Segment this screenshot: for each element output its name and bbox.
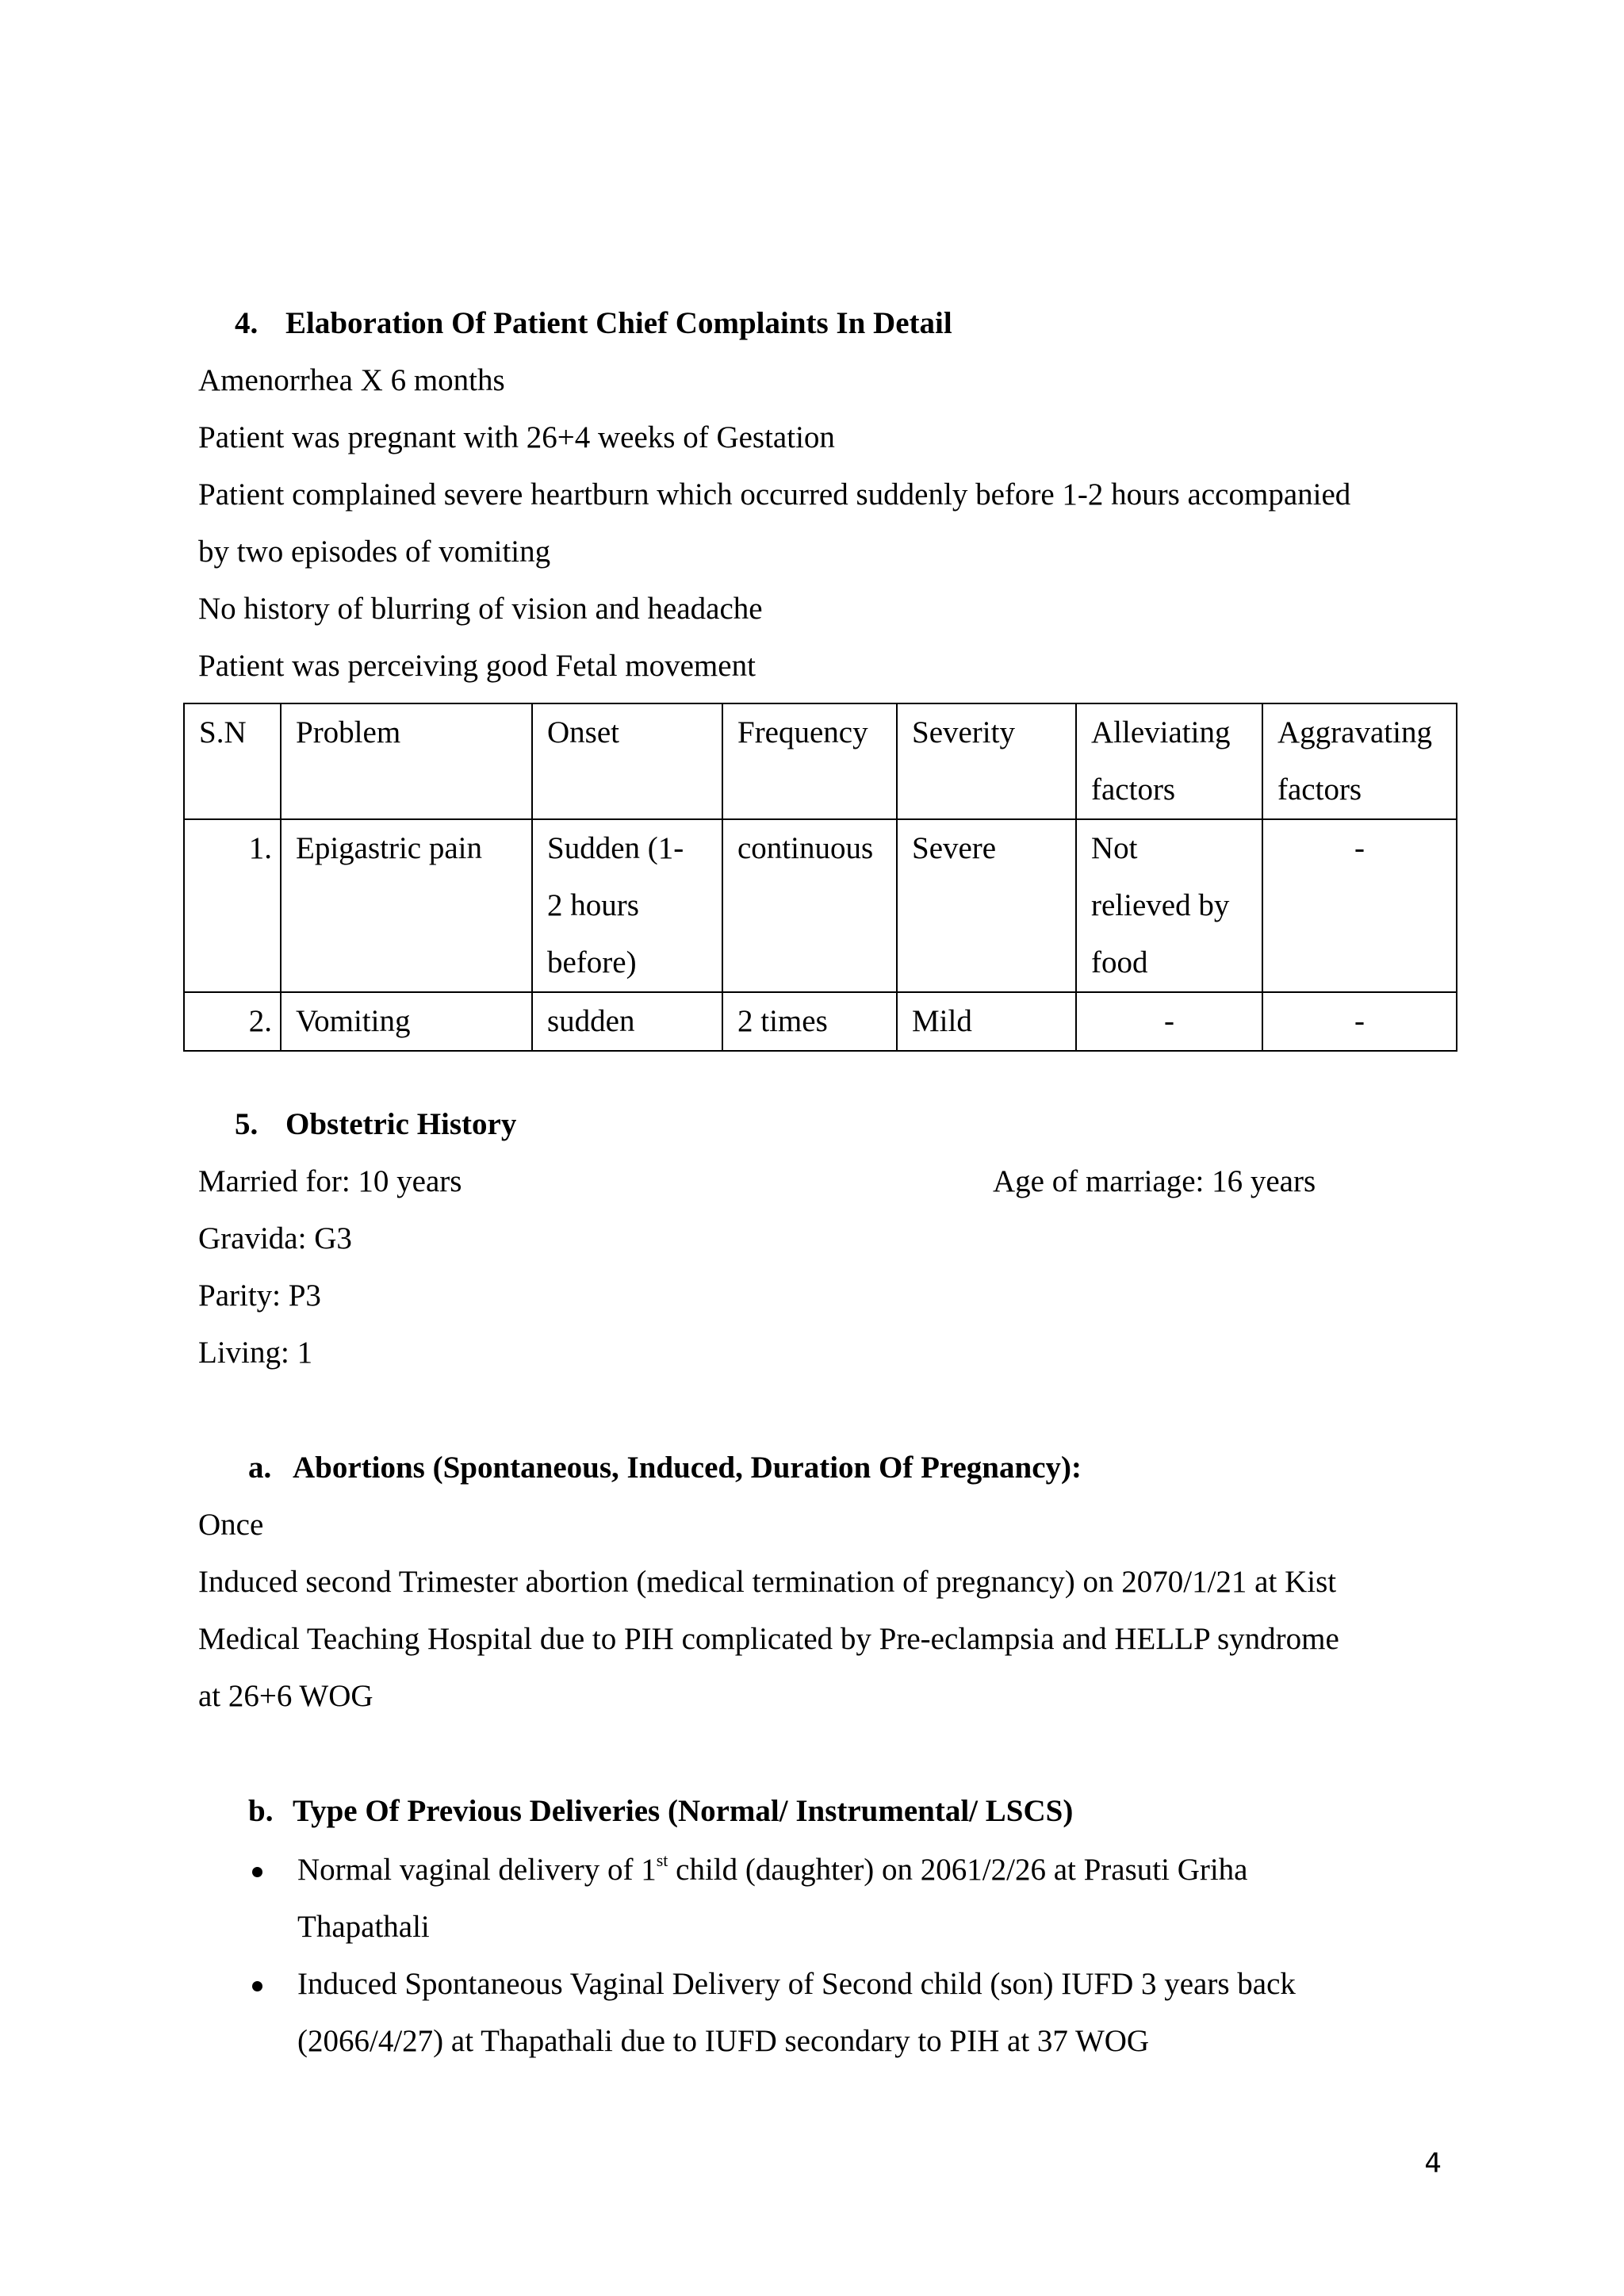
complaints-table <box>183 703 1457 1052</box>
header-severity: Severity <box>897 703 1076 819</box>
complaint-line-4: by two episodes of vomiting <box>198 535 551 569</box>
row-1-alleviating-line-3: food <box>1091 945 1148 979</box>
deliveries-letter: b. <box>248 1794 274 1828</box>
gravida: Gravida: G3 <box>198 1221 352 1255</box>
abortions-line-2: Induced second Trimester abortion (medical termination of pregnancy) on 2070/1/21 at Kist <box>198 1565 1337 1599</box>
header-alleviating <box>1076 703 1262 819</box>
bullet-icon <box>252 1981 262 1991</box>
row-1-sn: 1. <box>184 819 281 992</box>
table-row <box>184 992 1457 1051</box>
row-2-alleviating: - <box>1076 992 1262 1051</box>
complaint-line-5: No history of blurring of vision and headache <box>198 592 763 626</box>
header-aggravating-line-1: Aggravating <box>1277 715 1432 749</box>
header-problem: Problem <box>281 703 532 819</box>
row-2-problem: Vomiting <box>281 992 532 1051</box>
row-1-onset-line-2: 2 hours <box>547 888 639 922</box>
section-5-number: 5. <box>235 1107 259 1141</box>
row-2-frequency: 2 times <box>722 992 897 1051</box>
delivery-1-line-2: Thapathali <box>297 1910 430 1944</box>
row-2-sn: 2. <box>184 992 281 1051</box>
section-4-heading <box>235 305 952 343</box>
row-1-severity: Severe <box>897 819 1076 992</box>
abortions-letter: a. <box>248 1451 272 1485</box>
header-aggravating <box>1262 703 1457 819</box>
row-2-severity: Mild <box>897 992 1076 1051</box>
header-frequency: Frequency <box>722 703 897 819</box>
page-number: 4 <box>1424 2148 1442 2179</box>
header-onset: Onset <box>532 703 722 819</box>
abortions-line-4: at 26+6 WOG <box>198 1679 373 1713</box>
row-2-onset: sudden <box>532 992 722 1051</box>
row-1-aggravating: - <box>1262 819 1457 992</box>
deliveries-title: Type Of Previous Deliveries (Normal/ Instrumental/ LSCS) <box>293 1794 1074 1828</box>
row-2-aggravating: - <box>1262 992 1457 1051</box>
row-1-alleviating-line-2: relieved by <box>1091 888 1230 922</box>
complaint-line-3: Patient complained severe heartburn which occurred suddenly before 1-2 hours accompanied <box>198 477 1351 512</box>
header-alleviating-line-1: Alleviating <box>1091 715 1231 749</box>
section-4-number: 4. <box>235 306 259 340</box>
abortions-title: Abortions (Spontaneous, Induced, Duration Of Pregnancy): <box>293 1451 1082 1485</box>
table-row <box>184 819 1457 992</box>
table-header-row <box>184 703 1457 819</box>
row-1-onset <box>532 819 722 992</box>
delivery-1-ordinal: st <box>656 1850 668 1870</box>
section-5-heading <box>235 1106 516 1144</box>
header-sn: S.N <box>184 703 281 819</box>
married-for: Married for: 10 years <box>198 1164 462 1198</box>
deliveries-heading <box>248 1793 1073 1830</box>
section-4-title: Elaboration Of Patient Chief Complaints In Detail <box>285 306 952 340</box>
living: Living: 1 <box>198 1336 313 1370</box>
row-1-frequency: continuous <box>722 819 897 992</box>
delivery-1-text-pre: Normal vaginal delivery of 1 <box>297 1853 657 1887</box>
header-alleviating-line-2: factors <box>1091 772 1176 807</box>
header-aggravating-line-2: factors <box>1277 772 1362 807</box>
row-1-problem: Epigastric pain <box>281 819 532 992</box>
complaint-line-1: Amenorrhea X 6 months <box>198 363 505 397</box>
row-1-onset-line-1: Sudden (1- <box>547 831 684 865</box>
row-1-alleviating-line-1: Not <box>1091 831 1138 865</box>
abortions-line-3: Medical Teaching Hospital due to PIH complicated by Pre-eclampsia and HELLP syndrome <box>198 1622 1339 1656</box>
abortions-line-1: Once <box>198 1508 264 1542</box>
complaint-line-2: Patient was pregnant with 26+4 weeks of Gestation <box>198 420 835 454</box>
delivery-1-text-post: child (daughter) on 2061/2/26 at Prasuti Griha <box>668 1853 1248 1887</box>
complaint-line-6: Patient was perceiving good Fetal movement <box>198 649 756 683</box>
delivery-2-line-2: (2066/4/27) at Thapathali due to IUFD secondary to PIH at 37 WOG <box>297 2024 1150 2058</box>
bullet-icon <box>252 1867 262 1877</box>
age-of-marriage: Age of marriage: 16 years <box>993 1164 1316 1198</box>
row-1-alleviating <box>1076 819 1262 992</box>
section-5-title: Obstetric History <box>285 1107 517 1141</box>
parity: Parity: P3 <box>198 1278 321 1313</box>
delivery-2-line-1: Induced Spontaneous Vaginal Delivery of Second child (son) IUFD 3 years back <box>297 1967 1296 2001</box>
abortions-heading <box>248 1450 1082 1487</box>
row-1-onset-line-3: before) <box>547 945 637 979</box>
delivery-1-line-1 <box>297 1852 1248 1889</box>
